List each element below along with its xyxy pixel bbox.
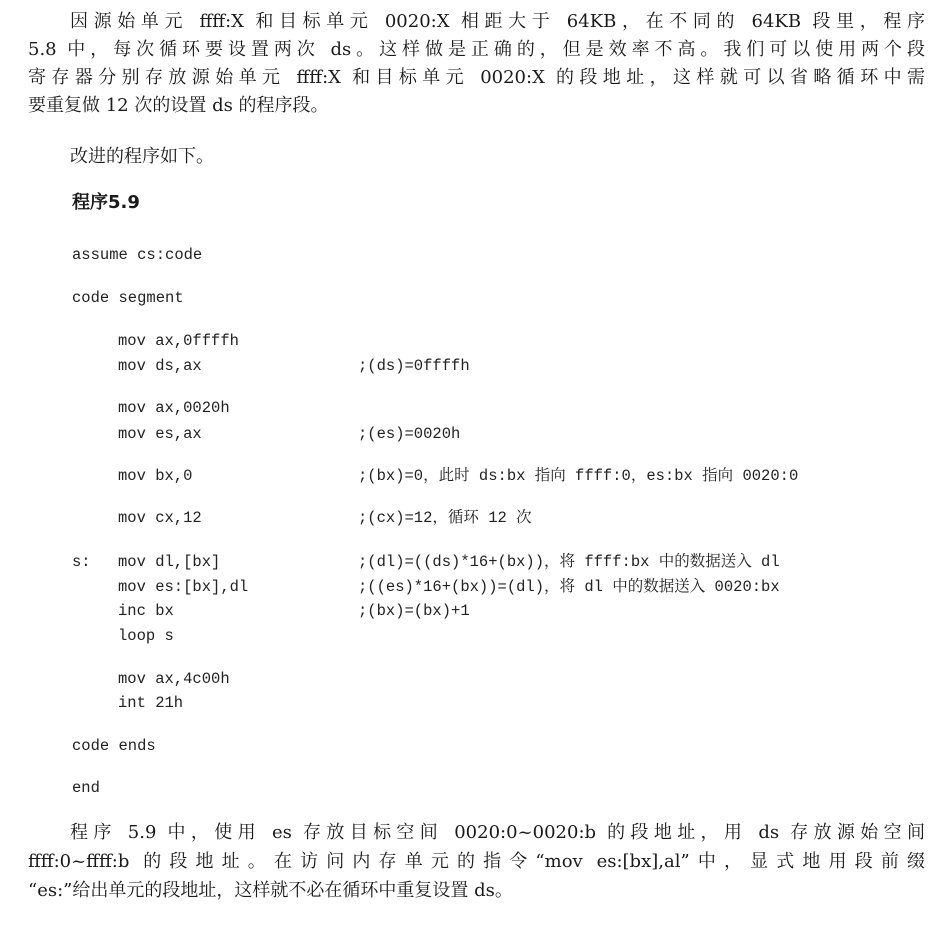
code-comment: ;(cx)=12，循环 12 次 [358, 509, 532, 527]
improved-intro: 改进的程序如下。 [70, 146, 214, 167]
code-line: mov bx,0 [118, 467, 193, 485]
paragraph-line: 因源始单元 ffff:X 和目标单元 0020:X 相距大于 64KB，在不同的 64KB 段里，程序 [70, 11, 925, 32]
code-line: mov ax,0ffffh [118, 332, 239, 350]
code-comment: ;(bx)=0，此时 ds:bx 指向 ffff:0，es:bx 指向 0020:0 [358, 467, 799, 485]
paragraph-line: 程序 5.9 中，使用 es 存放目标空间 0020:0~0020:b 的段地址，用 ds 存放源始空间 [70, 822, 925, 843]
code-line: mov ds,ax [118, 357, 202, 375]
code-comment: ;(ds)=0ffffh [358, 357, 470, 375]
code-line: loop s [118, 627, 174, 645]
code-line: inc bx [118, 602, 174, 620]
code-line: code segment [72, 289, 184, 307]
paragraph-line: “es:”给出单元的段地址，这样就不必在循环中重复设置 ds。 [28, 880, 513, 901]
code-line: mov es:[bx],dl [118, 578, 249, 596]
code-line: int 21h [118, 694, 184, 712]
code-comment: ;(bx)=(bx)+1 [358, 602, 470, 620]
code-line: mov ax,4c00h [118, 670, 230, 688]
program-title: 程序5.9 [72, 192, 140, 213]
code-line: mov cx,12 [118, 509, 202, 527]
code-line: mov dl,[bx] [118, 553, 221, 571]
paragraph-line: ffff:0~ffff:b 的段地址。在访问内存单元的指令“mov es:[bx],al”中，显式地用段前缀 [28, 851, 925, 872]
paragraph-line: 寄存器分别存放源始单元 ffff:X 和目标单元 0020:X 的段地址，这样就可以省略循环中需 [28, 67, 925, 88]
code-line: code ends [72, 737, 156, 755]
code-line: mov es,ax [118, 425, 202, 443]
code-comment: ;(dl)=((ds)*16+(bx))，将 ffff:bx 中的数据送入 dl [358, 553, 780, 571]
code-line: end [72, 779, 100, 797]
code-line: assume cs:code [72, 246, 203, 264]
paragraph-line: 5.8 中，每次循环要设置两次 ds。这样做是正确的，但是效率不高。我们可以使用两个段 [28, 39, 925, 60]
code-comment: ;(es)=0020h [358, 425, 461, 443]
code-comment: ;((es)*16+(bx))=(dl)，将 dl 中的数据送入 0020:bx [358, 578, 780, 596]
code-line: mov ax,0020h [118, 399, 230, 417]
paragraph-line: 要重复做 12 次的设置 ds 的程序段。 [28, 95, 329, 116]
code-label: s: [72, 553, 91, 571]
